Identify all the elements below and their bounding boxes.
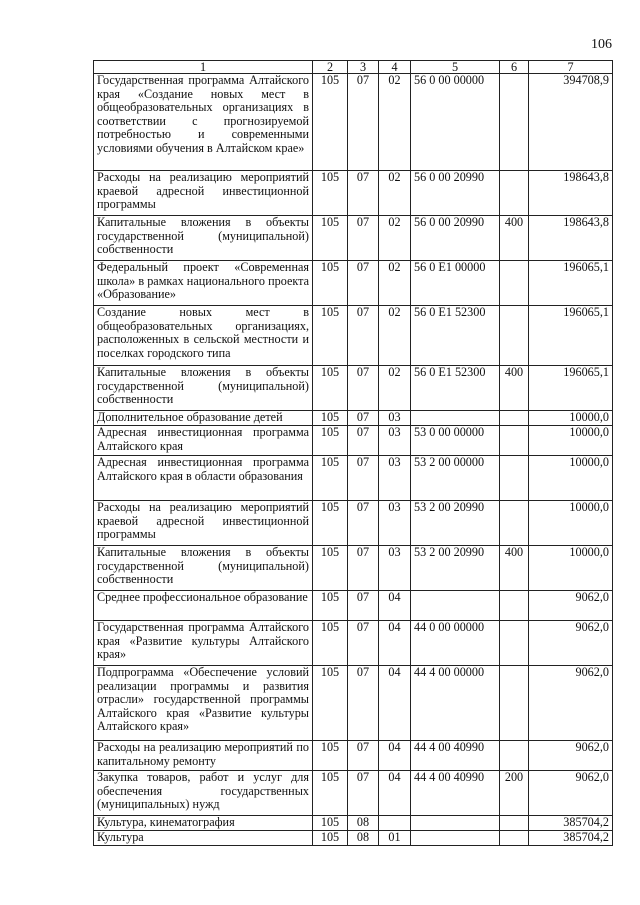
budget-table (93, 60, 613, 846)
table-row (94, 171, 613, 216)
col-3-code: 07 (348, 456, 379, 501)
row-name: Расходы на реализацию мероприятий по капитальному ремонту (94, 741, 313, 771)
row-name: Капитальные вложения в объекты государственной (муниципальной) собственности (94, 216, 313, 261)
col-5-code: 44 4 00 40990 (411, 741, 500, 771)
col-3-code: 07 (348, 171, 379, 216)
row-name: Адресная инвестиционная программа Алтайского края в области образования (94, 456, 313, 501)
table-row (94, 621, 613, 666)
col-6-code (500, 501, 529, 546)
col-4-code: 02 (379, 171, 411, 216)
col-6-code: 400 (500, 216, 529, 261)
col-5-code: 56 0 00 20990 (411, 216, 500, 261)
page-number: 106 (591, 37, 612, 52)
col-5-code: 53 2 00 00000 (411, 456, 500, 501)
col-5-code: 53 2 00 20990 (411, 501, 500, 546)
col-2-code: 105 (313, 546, 348, 591)
col-7-amount: 10000,0 (529, 456, 613, 501)
col-4-code: 02 (379, 306, 411, 366)
table-row (94, 261, 613, 306)
col-5-code: 56 0 E1 52300 (411, 366, 500, 411)
table-row (94, 831, 613, 846)
row-name: Государственная программа Алтайского края «Создание новых мест в общеобразовательных организациях в соответствии с прогнозируемой потребностью и современными условиями обучения в Алтайском крае» (94, 74, 313, 171)
header-col-7: 7 (529, 61, 613, 74)
header-col-1: 1 (94, 61, 313, 74)
col-2-code: 105 (313, 501, 348, 546)
col-5-code: 44 4 00 00000 (411, 666, 500, 741)
col-7-amount: 10000,0 (529, 546, 613, 591)
row-name: Подпрограмма «Обеспечение условий реализации программы и развития отрасли» государственной программы Алтайского края «Развитие культуры Алтайского края» (94, 666, 313, 741)
col-2-code: 105 (313, 74, 348, 171)
col-3-code: 07 (348, 366, 379, 411)
col-3-code: 08 (348, 816, 379, 831)
header-col-4: 4 (379, 61, 411, 74)
col-3-code: 07 (348, 591, 379, 621)
col-7-amount: 9062,0 (529, 771, 613, 816)
table-row (94, 546, 613, 591)
col-2-code: 105 (313, 621, 348, 666)
col-5-code: 44 0 00 00000 (411, 621, 500, 666)
col-4-code (379, 816, 411, 831)
col-6-code (500, 426, 529, 456)
col-2-code: 105 (313, 411, 348, 426)
col-7-amount: 9062,0 (529, 591, 613, 621)
col-7-amount: 385704,2 (529, 816, 613, 831)
row-name: Закупка товаров, работ и услуг для обеспечения государственных (муниципальных) нужд (94, 771, 313, 816)
col-3-code: 08 (348, 831, 379, 846)
col-7-amount: 10000,0 (529, 426, 613, 456)
col-6-code (500, 171, 529, 216)
col-6-code (500, 306, 529, 366)
table-row (94, 74, 613, 171)
col-5-code: 44 4 00 40990 (411, 771, 500, 816)
col-2-code: 105 (313, 816, 348, 831)
table-row (94, 591, 613, 621)
col-5-code (411, 816, 500, 831)
col-2-code: 105 (313, 591, 348, 621)
col-4-code: 03 (379, 426, 411, 456)
col-2-code: 105 (313, 741, 348, 771)
table-row (94, 216, 613, 261)
col-6-code (500, 456, 529, 501)
col-6-code (500, 261, 529, 306)
col-3-code: 07 (348, 666, 379, 741)
row-name: Культура, кинематография (94, 816, 313, 831)
col-2-code: 105 (313, 426, 348, 456)
col-5-code: 53 2 00 20990 (411, 546, 500, 591)
col-4-code: 02 (379, 261, 411, 306)
col-7-amount: 198643,8 (529, 171, 613, 216)
col-3-code: 07 (348, 261, 379, 306)
row-name: Капитальные вложения в объекты государственной (муниципальной) собственности (94, 546, 313, 591)
col-5-code: 56 0 E1 52300 (411, 306, 500, 366)
table-row (94, 666, 613, 741)
row-name: Расходы на реализацию мероприятий краевой адресной инвестиционной программы (94, 171, 313, 216)
col-6-code: 200 (500, 771, 529, 816)
col-4-code: 02 (379, 366, 411, 411)
col-4-code: 04 (379, 591, 411, 621)
col-3-code: 07 (348, 741, 379, 771)
col-7-amount: 9062,0 (529, 666, 613, 741)
col-4-code: 03 (379, 411, 411, 426)
col-3-code: 07 (348, 771, 379, 816)
col-6-code (500, 621, 529, 666)
row-name: Федеральный проект «Современная школа» в рамках национального проекта «Образование» (94, 261, 313, 306)
col-3-code: 07 (348, 216, 379, 261)
row-name: Расходы на реализацию мероприятий краевой адресной инвестиционной программы (94, 501, 313, 546)
table-row (94, 306, 613, 366)
col-2-code: 105 (313, 771, 348, 816)
col-7-amount: 9062,0 (529, 621, 613, 666)
row-name: Культура (94, 831, 313, 846)
col-6-code: 400 (500, 366, 529, 411)
header-row (94, 61, 613, 74)
col-4-code: 03 (379, 546, 411, 591)
col-7-amount: 394708,9 (529, 74, 613, 171)
col-2-code: 105 (313, 831, 348, 846)
col-6-code (500, 411, 529, 426)
col-5-code (411, 411, 500, 426)
table-row (94, 816, 613, 831)
col-2-code: 105 (313, 216, 348, 261)
col-4-code: 03 (379, 501, 411, 546)
col-5-code: 53 0 00 00000 (411, 426, 500, 456)
col-2-code: 105 (313, 456, 348, 501)
col-4-code: 04 (379, 666, 411, 741)
col-6-code (500, 831, 529, 846)
col-4-code: 04 (379, 771, 411, 816)
row-name: Дополнительное образование детей (94, 411, 313, 426)
col-7-amount: 9062,0 (529, 741, 613, 771)
col-6-code (500, 816, 529, 831)
col-3-code: 07 (348, 74, 379, 171)
col-2-code: 105 (313, 171, 348, 216)
col-3-code: 07 (348, 426, 379, 456)
row-name: Адресная инвестиционная программа Алтайского края (94, 426, 313, 456)
col-2-code: 105 (313, 306, 348, 366)
col-6-code (500, 74, 529, 171)
col-7-amount: 196065,1 (529, 306, 613, 366)
table-row (94, 366, 613, 411)
col-3-code: 07 (348, 306, 379, 366)
col-4-code: 02 (379, 74, 411, 171)
row-name: Государственная программа Алтайского края «Развитие культуры Алтайского края» (94, 621, 313, 666)
col-6-code (500, 741, 529, 771)
col-4-code: 03 (379, 456, 411, 501)
table-row (94, 501, 613, 546)
table-row (94, 426, 613, 456)
col-2-code: 105 (313, 261, 348, 306)
table-row (94, 771, 613, 816)
col-3-code: 07 (348, 411, 379, 426)
row-name: Среднее профессиональное образование (94, 591, 313, 621)
col-2-code: 105 (313, 666, 348, 741)
col-5-code: 56 0 E1 00000 (411, 261, 500, 306)
row-name: Капитальные вложения в объекты государственной (муниципальной) собственности (94, 366, 313, 411)
header-col-2: 2 (313, 61, 348, 74)
col-4-code: 01 (379, 831, 411, 846)
header-col-3: 3 (348, 61, 379, 74)
col-5-code: 56 0 00 20990 (411, 171, 500, 216)
col-7-amount: 10000,0 (529, 411, 613, 426)
table-row (94, 411, 613, 426)
col-6-code (500, 666, 529, 741)
col-4-code: 04 (379, 741, 411, 771)
header-col-5: 5 (411, 61, 500, 74)
table-row (94, 741, 613, 771)
col-3-code: 07 (348, 546, 379, 591)
row-name: Создание новых мест в общеобразовательных организациях, расположенных в сельской местности и поселках городского типа (94, 306, 313, 366)
col-7-amount: 10000,0 (529, 501, 613, 546)
col-7-amount: 196065,1 (529, 261, 613, 306)
col-5-code (411, 831, 500, 846)
col-6-code: 400 (500, 546, 529, 591)
col-6-code (500, 591, 529, 621)
col-7-amount: 196065,1 (529, 366, 613, 411)
col-2-code: 105 (313, 366, 348, 411)
header-col-6: 6 (500, 61, 529, 74)
col-4-code: 02 (379, 216, 411, 261)
col-3-code: 07 (348, 501, 379, 546)
table-body (94, 74, 613, 846)
col-5-code: 56 0 00 00000 (411, 74, 500, 171)
col-3-code: 07 (348, 621, 379, 666)
col-5-code (411, 591, 500, 621)
col-7-amount: 385704,2 (529, 831, 613, 846)
col-7-amount: 198643,8 (529, 216, 613, 261)
table-row (94, 456, 613, 501)
col-4-code: 04 (379, 621, 411, 666)
